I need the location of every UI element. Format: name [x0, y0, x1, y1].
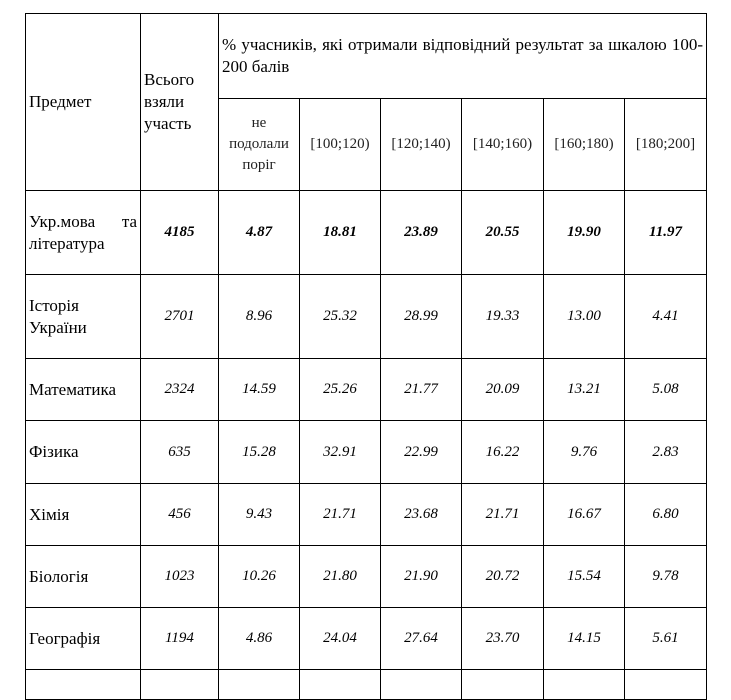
- value-cell: 2.83: [625, 421, 707, 484]
- value-cell: 20.72: [462, 546, 544, 608]
- value-cell: 23.68: [381, 484, 462, 546]
- value-cell: 4.86: [219, 608, 300, 670]
- table-row: [26, 191, 707, 275]
- empty-cell: [300, 670, 381, 700]
- header-bin: [100;120): [300, 99, 381, 191]
- value-cell: 21.77: [381, 359, 462, 421]
- empty-cell: [544, 670, 625, 700]
- value-cell: 15.54: [544, 546, 625, 608]
- value-cell: 27.64: [381, 608, 462, 670]
- subject-cell: Історія України: [26, 275, 141, 359]
- header-group: % учасників, які отримали відповідний результат за шкалою 100-200 балів: [219, 14, 707, 99]
- value-cell: 5.08: [625, 359, 707, 421]
- subject-cell: Географія: [26, 608, 141, 670]
- value-cell: 20.55: [462, 191, 544, 275]
- value-cell: 14.15: [544, 608, 625, 670]
- value-cell: 23.70: [462, 608, 544, 670]
- subject-cell: Укр.мова та література: [26, 191, 141, 275]
- subject-cell: Фізика: [26, 421, 141, 484]
- value-cell: 19.90: [544, 191, 625, 275]
- value-cell: 9.43: [219, 484, 300, 546]
- value-cell: 22.99: [381, 421, 462, 484]
- table-row-partial: [26, 670, 707, 700]
- empty-cell: [141, 670, 219, 700]
- empty-cell: [219, 670, 300, 700]
- total-cell: 456: [141, 484, 219, 546]
- empty-cell: [625, 670, 707, 700]
- total-cell: 635: [141, 421, 219, 484]
- value-cell: 4.41: [625, 275, 707, 359]
- header-bin: [120;140): [381, 99, 462, 191]
- value-cell: 23.89: [381, 191, 462, 275]
- header-bin: [180;200]: [625, 99, 707, 191]
- total-cell: 2324: [141, 359, 219, 421]
- value-cell: 21.80: [300, 546, 381, 608]
- value-cell: 16.22: [462, 421, 544, 484]
- value-cell: 10.26: [219, 546, 300, 608]
- subject-cell: Хімія: [26, 484, 141, 546]
- value-cell: 11.97: [625, 191, 707, 275]
- value-cell: 8.96: [219, 275, 300, 359]
- total-cell: 1023: [141, 546, 219, 608]
- total-cell: 2701: [141, 275, 219, 359]
- table-row: [26, 484, 707, 546]
- value-cell: 5.61: [625, 608, 707, 670]
- value-cell: 4.87: [219, 191, 300, 275]
- value-cell: 25.26: [300, 359, 381, 421]
- value-cell: 13.00: [544, 275, 625, 359]
- table-row: [26, 275, 707, 359]
- value-cell: 24.04: [300, 608, 381, 670]
- table-row: [26, 608, 707, 670]
- value-cell: 14.59: [219, 359, 300, 421]
- header-bin: [140;160): [462, 99, 544, 191]
- value-cell: 6.80: [625, 484, 707, 546]
- empty-cell: [26, 670, 141, 700]
- subject-cell: Біологія: [26, 546, 141, 608]
- header-bin: [160;180): [544, 99, 625, 191]
- empty-cell: [381, 670, 462, 700]
- subject-cell: Математика: [26, 359, 141, 421]
- value-cell: 15.28: [219, 421, 300, 484]
- table-row: [26, 546, 707, 608]
- table-row: [26, 359, 707, 421]
- value-cell: 13.21: [544, 359, 625, 421]
- results-table: [25, 13, 707, 700]
- value-cell: 18.81: [300, 191, 381, 275]
- table-row: [26, 421, 707, 484]
- value-cell: 21.90: [381, 546, 462, 608]
- value-cell: 28.99: [381, 275, 462, 359]
- value-cell: 32.91: [300, 421, 381, 484]
- value-cell: 9.76: [544, 421, 625, 484]
- value-cell: 9.78: [625, 546, 707, 608]
- value-cell: 20.09: [462, 359, 544, 421]
- header-bin: не подолали поріг: [219, 99, 300, 191]
- value-cell: 16.67: [544, 484, 625, 546]
- empty-cell: [462, 670, 544, 700]
- value-cell: 21.71: [462, 484, 544, 546]
- value-cell: 19.33: [462, 275, 544, 359]
- value-cell: 21.71: [300, 484, 381, 546]
- total-cell: 4185: [141, 191, 219, 275]
- header-total: Всього взяли участь: [141, 14, 219, 191]
- total-cell: 1194: [141, 608, 219, 670]
- value-cell: 25.32: [300, 275, 381, 359]
- header-subject: Предмет: [26, 14, 141, 191]
